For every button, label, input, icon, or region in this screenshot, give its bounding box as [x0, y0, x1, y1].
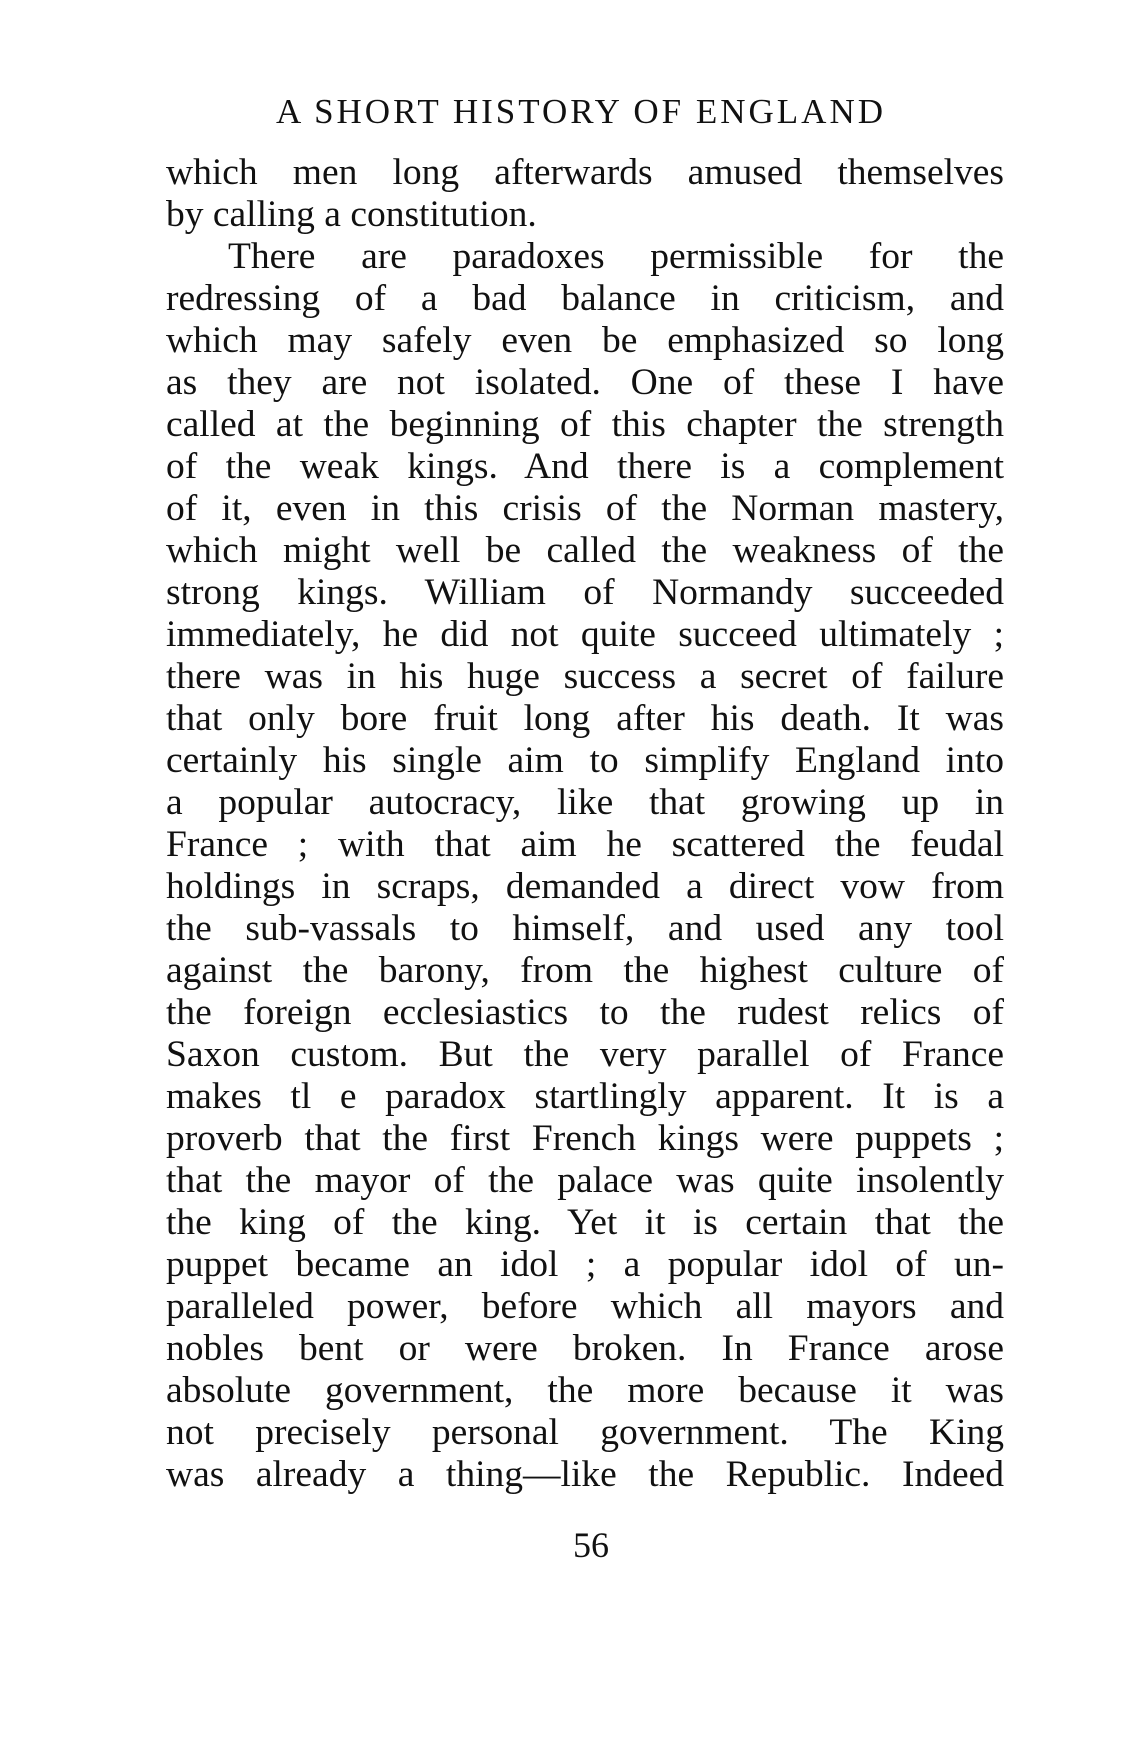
text-line: strong kings. William of Normandy succeeded [166, 572, 1004, 613]
text-line: against the barony, from the highest culture of [166, 950, 1004, 991]
text-line: which may safely even be emphasized so long [166, 320, 1004, 361]
text-line: France ; with that aim he scattered the feudal [166, 824, 1004, 865]
text-line: immediately, he did not quite succeed ultimately ; [166, 614, 1004, 655]
text-line: that the mayor of the palace was quite insolently [166, 1160, 1004, 1201]
text-line: Saxon custom. But the very parallel of France [166, 1034, 1004, 1075]
text-line: the sub-vassals to himself, and used any tool [166, 908, 1004, 949]
text-line: nobles bent or were broken. In France arose [166, 1328, 1004, 1369]
text-line: holdings in scraps, demanded a direct vow from [166, 866, 1004, 907]
text-line: a popular autocracy, like that growing up in [166, 782, 1004, 823]
text-line: There are paradoxes permissible for the [228, 236, 1004, 277]
text-line: redressing of a bad balance in criticism, and [166, 278, 1004, 319]
text-line: by calling a constitution. [166, 194, 537, 235]
text-line: puppet became an idol ; a popular idol of un- [166, 1244, 1004, 1285]
text-line: makes tl e paradox startlingly apparent. It is a [166, 1076, 1004, 1117]
text-line: there was in his huge success a secret of failure [166, 656, 1004, 697]
text-line: certainly his single aim to simplify England into [166, 740, 1004, 781]
text-line: paralleled power, before which all mayors and [166, 1286, 1004, 1327]
text-line: as they are not isolated. One of these I have [166, 362, 1004, 403]
text-line: called at the beginning of this chapter the strength [166, 404, 1004, 445]
page-number: 56 [573, 1525, 609, 1565]
text-line: was already a thing—like the Republic. Indeed [166, 1454, 1004, 1495]
text-line: of it, even in this crisis of the Norman mastery, [166, 488, 1004, 529]
text-line: absolute government, the more because it was [166, 1370, 1004, 1411]
body-text [166, 152, 1004, 1496]
running-head-title: A SHORT HISTORY OF ENGLAND [275, 92, 887, 131]
text-line: the foreign ecclesiastics to the rudest relics of [166, 992, 1004, 1033]
text-line: that only bore fruit long after his death. It was [166, 698, 1004, 739]
text-line: of the weak kings. And there is a complement [166, 446, 1004, 487]
text-line: the king of the king. Yet it is certain that the [166, 1202, 1004, 1243]
text-line: not precisely personal government. The King [166, 1412, 1004, 1453]
text-line: proverb that the first French kings were puppets ; [166, 1118, 1004, 1159]
text-line: which men long afterwards amused themselves [166, 152, 1004, 193]
text-line: which might well be called the weakness of the [166, 530, 1004, 571]
